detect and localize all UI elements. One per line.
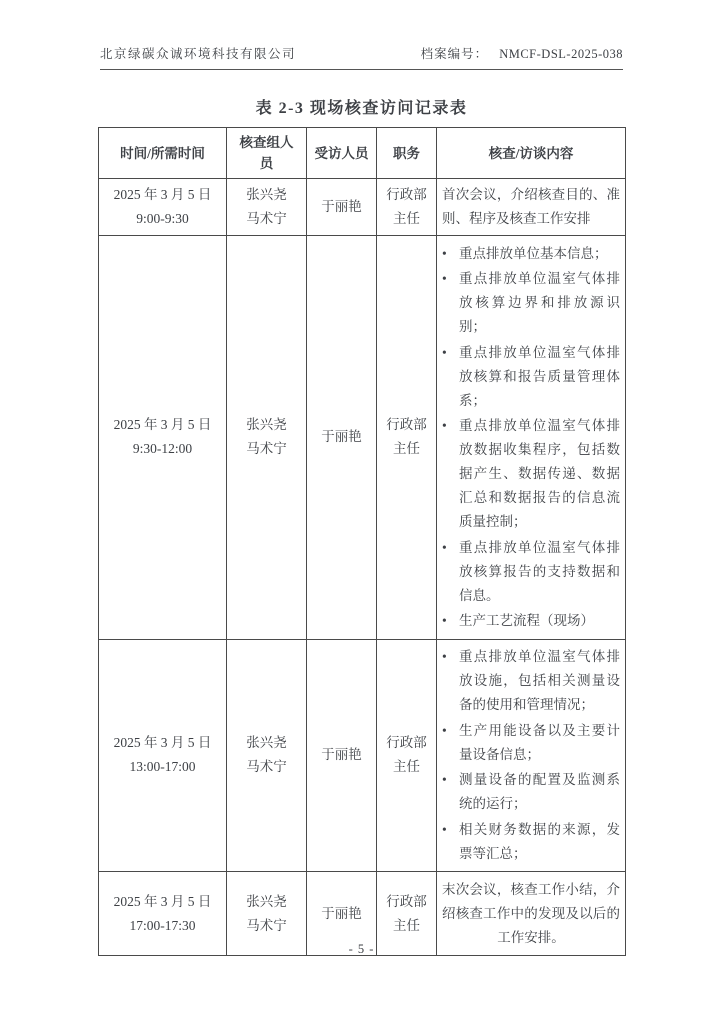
table-row [99,179,626,236]
time-line: 2025 年 3 月 5 日 [113,735,212,751]
page-number: - 5 - [348,942,375,956]
bullet-item [442,267,620,339]
bullet-icon: • [442,344,447,360]
bullet-item [442,242,620,266]
bullet-text: 重点排放单位温室气体排放核算边界和排放源识别； [459,271,620,334]
visit-record-table [98,127,626,956]
time-line: 9:00-9:30 [136,211,189,226]
header-cell-content: 核查/访谈内容 [437,128,626,179]
bullet-item [442,536,620,608]
header-cell-time: 时间/所需时间 [99,128,227,179]
team-member: 张兴尧 [246,735,287,751]
bullet-icon: • [442,722,447,738]
content-text: 首次会议，介绍核查目的、准则、程序及核查工作安排 [442,187,620,226]
time-line: 9:30-12:00 [132,441,193,457]
time-line: 13:00-17:00 [129,759,196,775]
bullet-icon: • [442,418,447,433]
bullet-icon: • [442,821,447,837]
table-row [99,639,626,872]
team-cell [227,179,307,236]
time-line: 2025 年 3 月 5 日 [113,417,212,433]
position-cell [377,236,437,640]
bullet-text: 相关财务数据的来源，发票等汇总； [459,821,620,861]
bullet-item [442,818,620,866]
team-member: 张兴尧 [246,893,287,909]
bullet-text: 重点排放单位基本信息； [459,245,608,261]
bullet-icon: • [442,649,447,664]
document-header [100,44,623,70]
position-cell [377,179,437,236]
bullet-icon: • [442,539,447,555]
header-cell-team: 核查组人员 [227,128,307,179]
bullet-text: 生产工艺流程（现场） [459,613,594,628]
file-number-label: 档案编号： [420,47,489,61]
file-number-value: NMCF-DSL-2025-038 [499,47,623,61]
bullet-item [442,341,620,413]
table-title: 表 2-3 现场核查访问记录表 [255,100,468,117]
bullet-item [442,645,620,717]
bullet-item [442,414,620,534]
team-member: 马术宁 [246,759,287,775]
bullet-text: 重点排放单位温室气体排放设施，包括相关测量设备的使用和管理情况； [459,649,620,712]
bullet-text: 重点排放单位温室气体排放核算和报告质量管理体系； [459,344,620,408]
time-line: 2025 年 3 月 5 日 [113,187,212,202]
bullet-item [442,609,620,633]
position-line: 主任 [393,211,420,226]
table-body [99,179,626,956]
table-row [99,236,626,640]
position-line: 行政部 [386,735,427,751]
position-cell [377,639,437,872]
position-line: 主任 [393,917,420,933]
position-line: 主任 [393,759,420,775]
interviewee-cell: 于丽艳 [307,639,377,872]
interviewee-cell: 于丽艳 [307,872,377,956]
header-cell-interviewee: 受访人员 [307,128,377,179]
content-cell [437,639,626,872]
bullet-icon: • [442,245,447,261]
team-member: 马术宁 [246,917,287,933]
position-line: 行政部 [386,893,427,909]
position-line: 行政部 [386,187,427,202]
file-number [421,44,623,62]
bullet-text: 重点排放单位温室气体排放数据收集程序，包括数据产生、数据传递、数据汇总和数据报告的信息流质量控制； [459,418,620,529]
table-header-row [99,128,626,179]
time-cell [99,179,227,236]
time-line: 2025 年 3 月 5 日 [113,893,212,909]
content-text: 末次会议，核查工作小结，介绍核查工作中的发现及以后的工作安排。 [442,881,620,945]
team-cell [227,639,307,872]
bullet-icon: • [442,613,447,628]
company-name: 北京绿碳众诚环境科技有限公司 [100,47,297,61]
interviewee-cell: 于丽艳 [307,179,377,236]
bullet-item [442,768,620,816]
content-cell [437,236,626,640]
team-member: 马术宁 [246,211,287,226]
bullet-text: 重点排放单位温室气体排放核算报告的支持数据和信息。 [459,539,620,603]
time-cell [99,639,227,872]
team-member: 张兴尧 [246,187,287,202]
bullet-item [442,719,620,767]
bullet-text: 生产用能设备以及主要计量设备信息； [459,722,620,762]
team-member: 张兴尧 [246,417,287,433]
time-line: 17:00-17:30 [129,917,196,933]
position-line: 主任 [393,441,420,457]
bullet-icon: • [442,772,447,787]
header-cell-position: 职务 [377,128,437,179]
bullet-text: 测量设备的配置及监测系统的运行； [459,772,620,811]
content-cell [437,179,626,236]
interviewee-cell: 于丽艳 [307,236,377,640]
position-line: 行政部 [386,417,427,433]
time-cell [99,236,227,640]
team-member: 马术宁 [246,441,287,457]
team-cell [227,236,307,640]
bullet-icon: • [442,271,447,286]
